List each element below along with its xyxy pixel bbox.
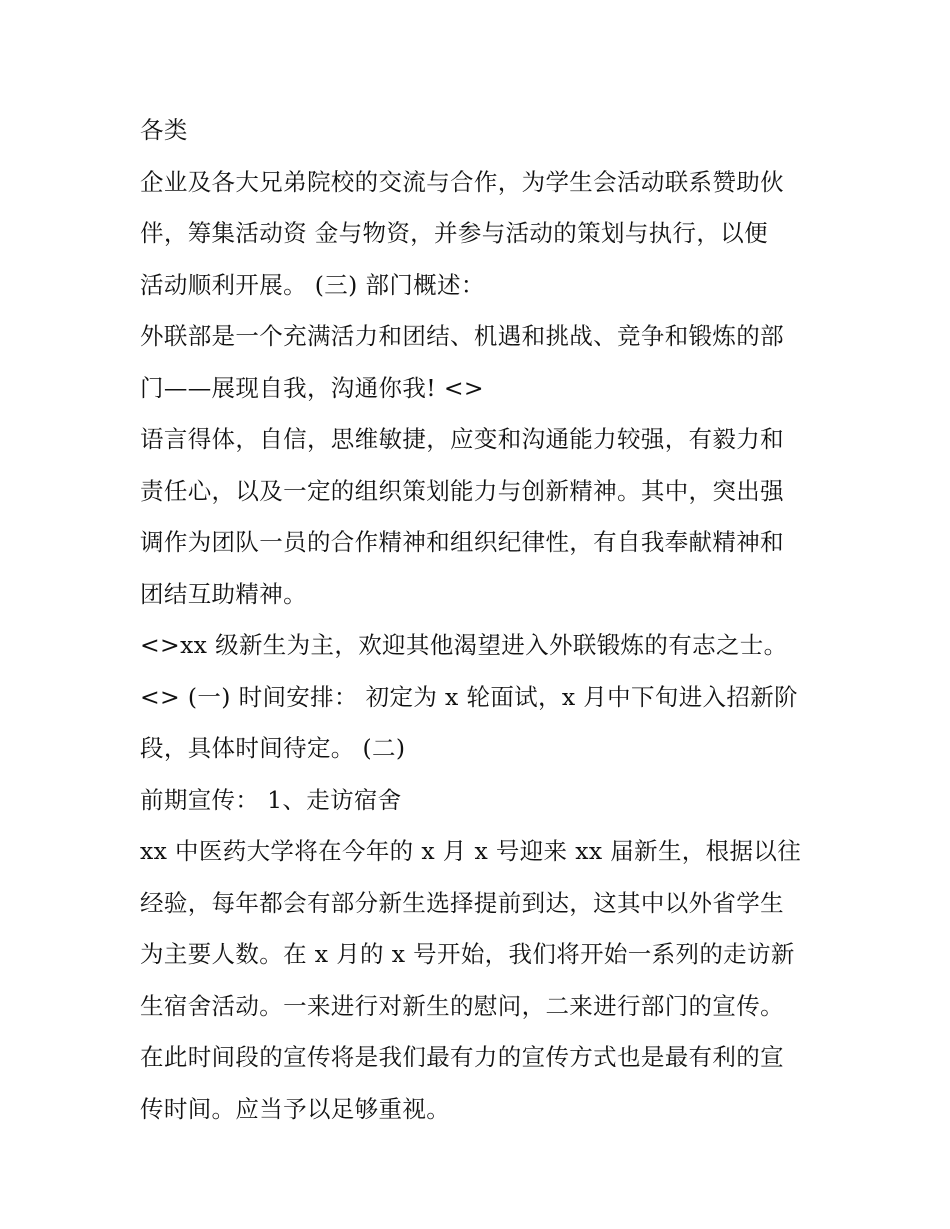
text-line: 在此时间段的宣传将是我们最有力的宣传方式也是最有利的宣 (140, 1043, 784, 1071)
text-line: <>xx 级新生为主，欢迎其他渴望进入外联锻炼的有志之士。 (140, 631, 788, 659)
text-line: 传时间。应当予以足够重视。 (140, 1094, 451, 1123)
text-line: 调作为团队一员的合作精神和组织纪律性，有自我奉献精神和 (140, 528, 784, 556)
text-line: 团结互助精神。 (140, 579, 307, 608)
text-line: 企业及各大兄弟院校的交流与合作，为学生会活动联系赞助伙 (140, 167, 784, 196)
text-line: 段，具体时间待定。 (二) (140, 734, 406, 762)
text-line: <> (一) 时间安排： 初定为 x 轮面试，x 月中下旬进入招新阶 (140, 682, 798, 711)
document-body (140, 107, 820, 1137)
text-line: 外联部是一个充满活力和团结、机遇和挑战、竞争和锻炼的部 (140, 322, 784, 350)
text-line: 门——展现自我，沟通你我! <> (140, 373, 484, 402)
text-line: 语言得体，自信，思维敏捷，应变和沟通能力较强，有毅力和 (140, 425, 784, 453)
text-line: 生宿舍活动。一来进行对新生的慰问，二来进行部门的宣传。 (140, 991, 784, 1020)
text-line: 活动顺利开展。 (三) 部门概述： (140, 270, 485, 299)
text-line: 各类 (140, 116, 188, 144)
text-line: 经验，每年都会有部分新生选择提前到达，这其中以外省学生 (140, 888, 784, 917)
text-line: 前期宣传： 1、走访宿舍 (140, 785, 402, 814)
text-line: 为主要人数。在 x 月的 x 号开始，我们将开始一系列的走访新 (140, 940, 795, 968)
text-line: 责任心，以及一定的组织策划能力与创新精神。其中，突出强 (140, 476, 784, 505)
text-line: xx 中医药大学将在今年的 x 月 x 号迎来 xx 届新生，根据以往 (140, 837, 802, 865)
text-line: 伴，筹集活动资 金与物资，并参与活动的策划与执行，以便 (140, 219, 768, 247)
